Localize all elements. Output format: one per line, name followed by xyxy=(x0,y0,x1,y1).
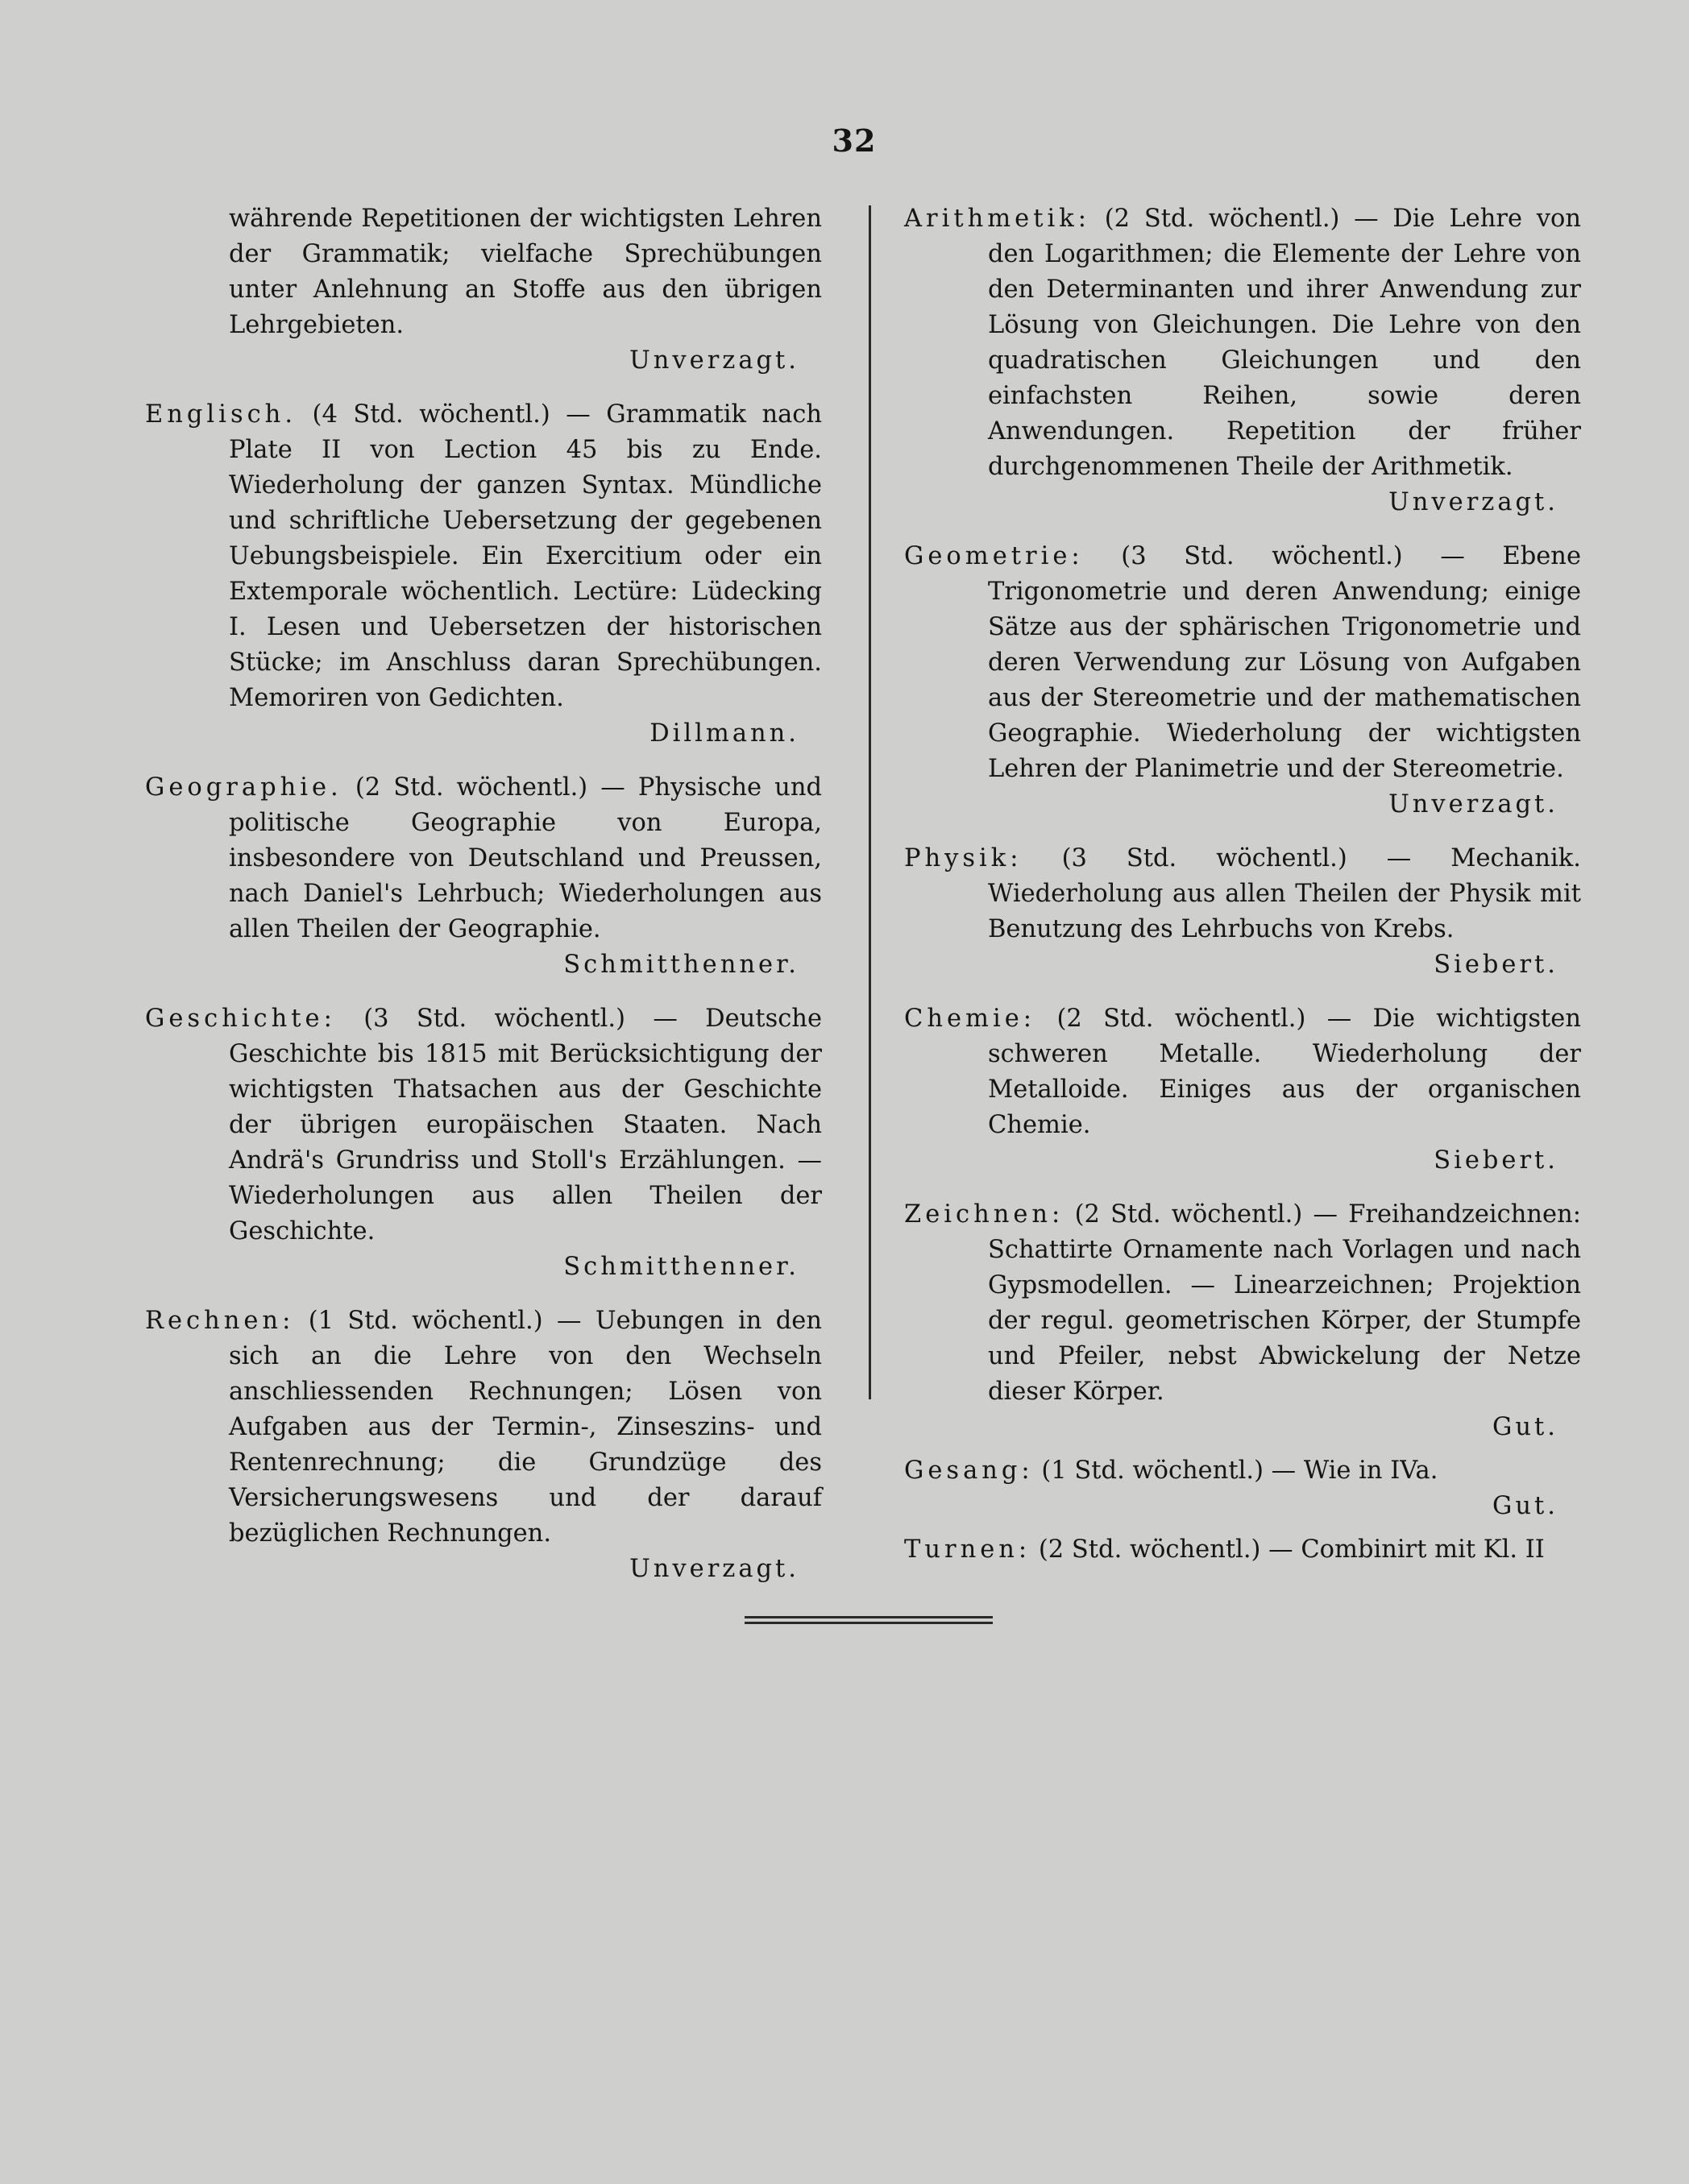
closing-rule-top xyxy=(745,1616,993,1618)
entry-subject: Rechnen: xyxy=(145,1307,295,1335)
entry-text: währende Repetitionen der wichtigsten Lehren der Grammatik; vielfache Sprechübungen unter Anlehnung an Stoffe aus den übrigen Lehrgebieten. xyxy=(229,205,822,339)
closing-rule-bottom xyxy=(745,1622,993,1624)
entry-teacher: Siebert. xyxy=(1434,951,1558,979)
entry-teacher: Dillmann. xyxy=(649,719,799,748)
entry-subject: Arithmetik: xyxy=(904,205,1091,233)
entry-text: (4 Std. wöchentl.) — Grammatik nach Plate II von Lection 45 bis zu Ende. Wiederholung der ganzen Syntax. Mündliche und schriftliche Uebersetzung der gegebenen Uebungsbeispiele. Ein Exercitium oder ein Extemporale wöchentlich. Lectüre: Lüdecking I. Lesen und Uebersetzen der historischen Stücke; im Anschluss daran Sprechübungen. Memoriren von Gedichten. xyxy=(229,400,823,712)
entry-englisch xyxy=(145,397,822,752)
entry-teacher: Unverzagt. xyxy=(629,1555,799,1583)
entry-turnen xyxy=(904,1532,1581,1568)
entry-teacher: Unverzagt. xyxy=(629,346,799,375)
entry-subject: Chemie: xyxy=(904,1005,1036,1033)
entry-arithmetik xyxy=(904,201,1581,520)
entry-zeichnen xyxy=(904,1197,1581,1445)
page-number: 32 xyxy=(832,122,877,159)
entry-continuation xyxy=(145,201,822,379)
entry-text: (2 Std. wöchentl.) — Combinirt mit Kl. II xyxy=(1038,1535,1545,1564)
entry-gesang xyxy=(904,1453,1581,1524)
entry-teacher: Unverzagt. xyxy=(1388,488,1558,516)
entry-subject: Geographie. xyxy=(145,773,342,802)
entry-subject: Physik: xyxy=(904,844,1023,872)
entry-text: (2 Std. wöchentl.) — Die wichtigsten schweren Metalle. Wiederholung der Metalloide. Einiges aus der organischen Chemie. xyxy=(988,1005,1581,1139)
entry-subject: Turnen: xyxy=(904,1535,1031,1564)
entry-teacher: Unverzagt. xyxy=(1388,790,1558,818)
entry-rechnen xyxy=(145,1303,822,1587)
right-column xyxy=(904,201,1581,1586)
entry-text: (3 Std. wöchentl.) — Deutsche Geschichte bis 1815 mit Berücksichtigung der wichtigsten Thatsachen aus der Geschichte der übrigen europäischen Staaten. Nach Andrä's Grundriss und Stoll's Erzählungen. — Wiederholungen aus allen Theilen der Geschichte. xyxy=(229,1005,822,1245)
entry-teacher: Gut. xyxy=(1492,1492,1558,1520)
entry-teacher: Gut. xyxy=(1492,1413,1558,1441)
column-divider xyxy=(869,205,871,1399)
entry-text: (2 Std. wöchentl.) — Freihandzeichnen: Schattirte Ornamente nach Vorlagen und nach Gypsmodellen. — Linearzeichnen; Projektion der regul. geometrischen Körper, der Stumpfe und Pfeiler, nebst Abwickelung der Netze dieser Körper. xyxy=(988,1200,1581,1406)
entry-subject: Englisch. xyxy=(145,400,297,429)
entry-chemie xyxy=(904,1001,1581,1179)
entry-subject: Geschichte: xyxy=(145,1005,336,1033)
entry-text: (1 Std. wöchentl.) — Uebungen in den sich an die Lehre von den Wechseln anschliessenden Rechnungen; Lösen von Aufgaben aus der Termin-, Zinseszins- und Rentenrechnung; die Grundzüge des Versicherungswesens und der darauf bezüglichen Rechnungen. xyxy=(229,1307,822,1548)
entry-teacher: Schmitthenner. xyxy=(563,1253,799,1281)
entry-geographie xyxy=(145,770,822,983)
entry-text: (3 Std. wöchentl.) — Mechanik. Wiederholung aus allen Theilen der Physik mit Benutzung des Lehrbuchs von Krebs. xyxy=(988,844,1581,943)
entry-text: (3 Std. wöchentl.) — Ebene Trigonometrie und deren Anwendung; einige Sätze aus der sphärischen Trigonometrie und deren Verwendung zur Lösung von Aufgaben aus der Stereometrie und der mathematischen Geographie. Wiederholung der wichtigsten Lehren der Planimetrie und der Stereometrie. xyxy=(988,542,1581,783)
entry-subject: Zeichnen: xyxy=(904,1200,1064,1229)
entry-geometrie xyxy=(904,539,1581,823)
entry-geschichte xyxy=(145,1001,822,1285)
entry-teacher: Siebert. xyxy=(1434,1146,1558,1175)
entry-teacher: Schmitthenner. xyxy=(563,951,799,979)
left-column xyxy=(145,201,822,1606)
entry-subject: Geometrie: xyxy=(904,542,1084,570)
entry-physik xyxy=(904,841,1581,983)
entry-text: (2 Std. wöchentl.) — Physische und politische Geographie von Europa, insbesondere von Deutschland und Preussen, nach Daniel's Lehrbuch; Wiederholungen aus allen Theilen der Geographie. xyxy=(229,773,822,943)
entry-text: (1 Std. wöchentl.) — Wie in IVa. xyxy=(1041,1457,1438,1485)
entry-text: (2 Std. wöchentl.) — Die Lehre von den Logarithmen; die Elemente der Lehre von den Determinanten und ihrer Anwendung zur Lösung von Gleichungen. Die Lehre von den quadratischen Gleichungen und den einfachsten Reihen, sowie deren Anwendungen. Repetition der früher durchgenommenen Theile der Arithmetik. xyxy=(988,205,1581,481)
entry-subject: Gesang: xyxy=(904,1457,1034,1485)
